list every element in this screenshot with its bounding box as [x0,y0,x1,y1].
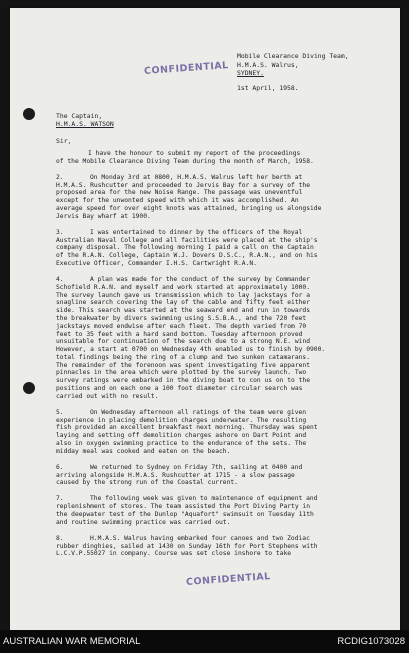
paragraph-text: We returned to Sydney on Friday 7th, sailing at 0400 and arriving alongside H.M.A.S. Rushcutter at 1715 - a slow passage caused by the strong run of the Coastal current. [56,463,303,487]
archive-footer [0,630,409,653]
paragraph-text: The following week was given to maintenance of equipment and replenishment of stores. The team assisted the Port Diving Party in the deepwater test of the Dunlop "Aquafort" swimsuit on Tuesday 11th and routine swimming practice was carried out. [56,495,318,526]
sender-line: SYDNEY. [237,69,264,78]
sender-line: Mobile Clearance Diving Team, [237,52,349,60]
paragraph-number: 5. [56,408,64,416]
punch-hole [23,108,35,120]
salutation: Sir, [56,137,72,145]
paragraph [56,174,386,221]
paragraph-number: 6. [56,463,64,471]
paragraph-number: 8. [56,534,64,542]
archive-reference: RCDIG1073028 [337,636,405,647]
archive-name: AUSTRALIAN WAR MEMORIAL [3,636,141,647]
paragraph-text: A plan was made for the conduct of the survey by Commander Schofield R.A.N. and myself and work started at approximately 1000. The survey launch gave us transmission which to lay jackstays for a snagline search covering the lay of the cable and fifty feet either side. This search was started at the seaward end and run in towards the breakwater by divers swimming using S.S.B.A., and the 720 feet jackstays moved endwise after each fleet. The depth varied from 70 feet to 35 feet with a hard sand bottom. Tuesday afternoon proved unsuitable for continuation of the search due to a strong N.E. wind However, a start at 0700 on Wednesday 4th enabled us to finish by 0900. total findings being the ring of a clump and two sunken catamarans. The remainder of the forenoon was spent investigating five apparent pinnacles in the area which were plotted by the survey launch. Two survey ratings were embarked in the diving boat to con us on to the positions and on each one a 100 foot diameter circular search was carried out with no result. [56,275,326,400]
addressee-line: H.M.A.S. WATSON [56,120,114,129]
punch-hole [23,382,35,394]
paragraph [56,495,386,526]
confidential-stamp: CONFIDENTIAL [185,571,272,588]
letter-body [56,150,386,566]
paragraph [56,229,386,268]
paragraph-text: H.M.A.S. Walrus having embarked four canoes and two Zodiac rubber dinghies, sailed at 1430 on Sunday 16th for Port Stephens with L.C.V.P.55027 in company. Course was set close inshore to take [56,534,318,558]
confidential-stamp: CONFIDENTIAL [143,60,230,77]
addressee [56,112,114,129]
paragraph-number: 7. [56,495,64,503]
paragraph-text: On Wednesday afternoon all ratings of the team were given experience in placing demolition charges underwater. The resulting fish provided an excellent breakfast next morning. Thursday was spent laying and setting off demolition charges ashore on Dart Point and also in oxygen swimming practice to the endurance of the sets. The midday meal was cooked and eaten on the beach. [56,408,318,455]
paragraph-number: 4. [56,275,64,283]
paragraph-text: On Monday 3rd at 0800, H.M.A.S. Walrus left her berth at H.M.A.S. Rushcutter and proceeded to Jervis Bay for a survey of the proposed area for the new Noise Range. The passage was uneventful except for the unwonted speed with which it was accomplished. An average speed for over eight knots was attained, bringing us alongside Jervis Bay wharf at 1900. [56,173,322,220]
addressee-line: The Captain, [56,112,103,120]
paragraph [56,276,386,401]
sender-address [237,52,349,78]
paragraph [56,409,386,456]
document-page [10,8,400,630]
paragraph [56,464,386,487]
sender-line: H.M.A.S. Walrus, [237,60,299,69]
paragraph-text: I was entertained to dinner by the officers of the Royal Australian Naval College and all facilities were placed at the ship's company disposal. The following morning I paid a call on the Captain of the R.A.N. College, Captain W.J. Dovers D.S.C., R.A.N., and on his Executive Officer, Commander I.H.S. Cartwright R.A.N. [56,228,318,267]
letter-date: 1st April, 1958. [237,84,299,92]
paragraph-intro: I have the honour to submit my report of the proceedings of the Mobile Clearance Diving Team during the month of March, 1958. [56,150,314,165]
paragraph-number: 2. [56,173,64,181]
paragraph-number: 3. [56,228,64,236]
paragraph [56,535,386,558]
